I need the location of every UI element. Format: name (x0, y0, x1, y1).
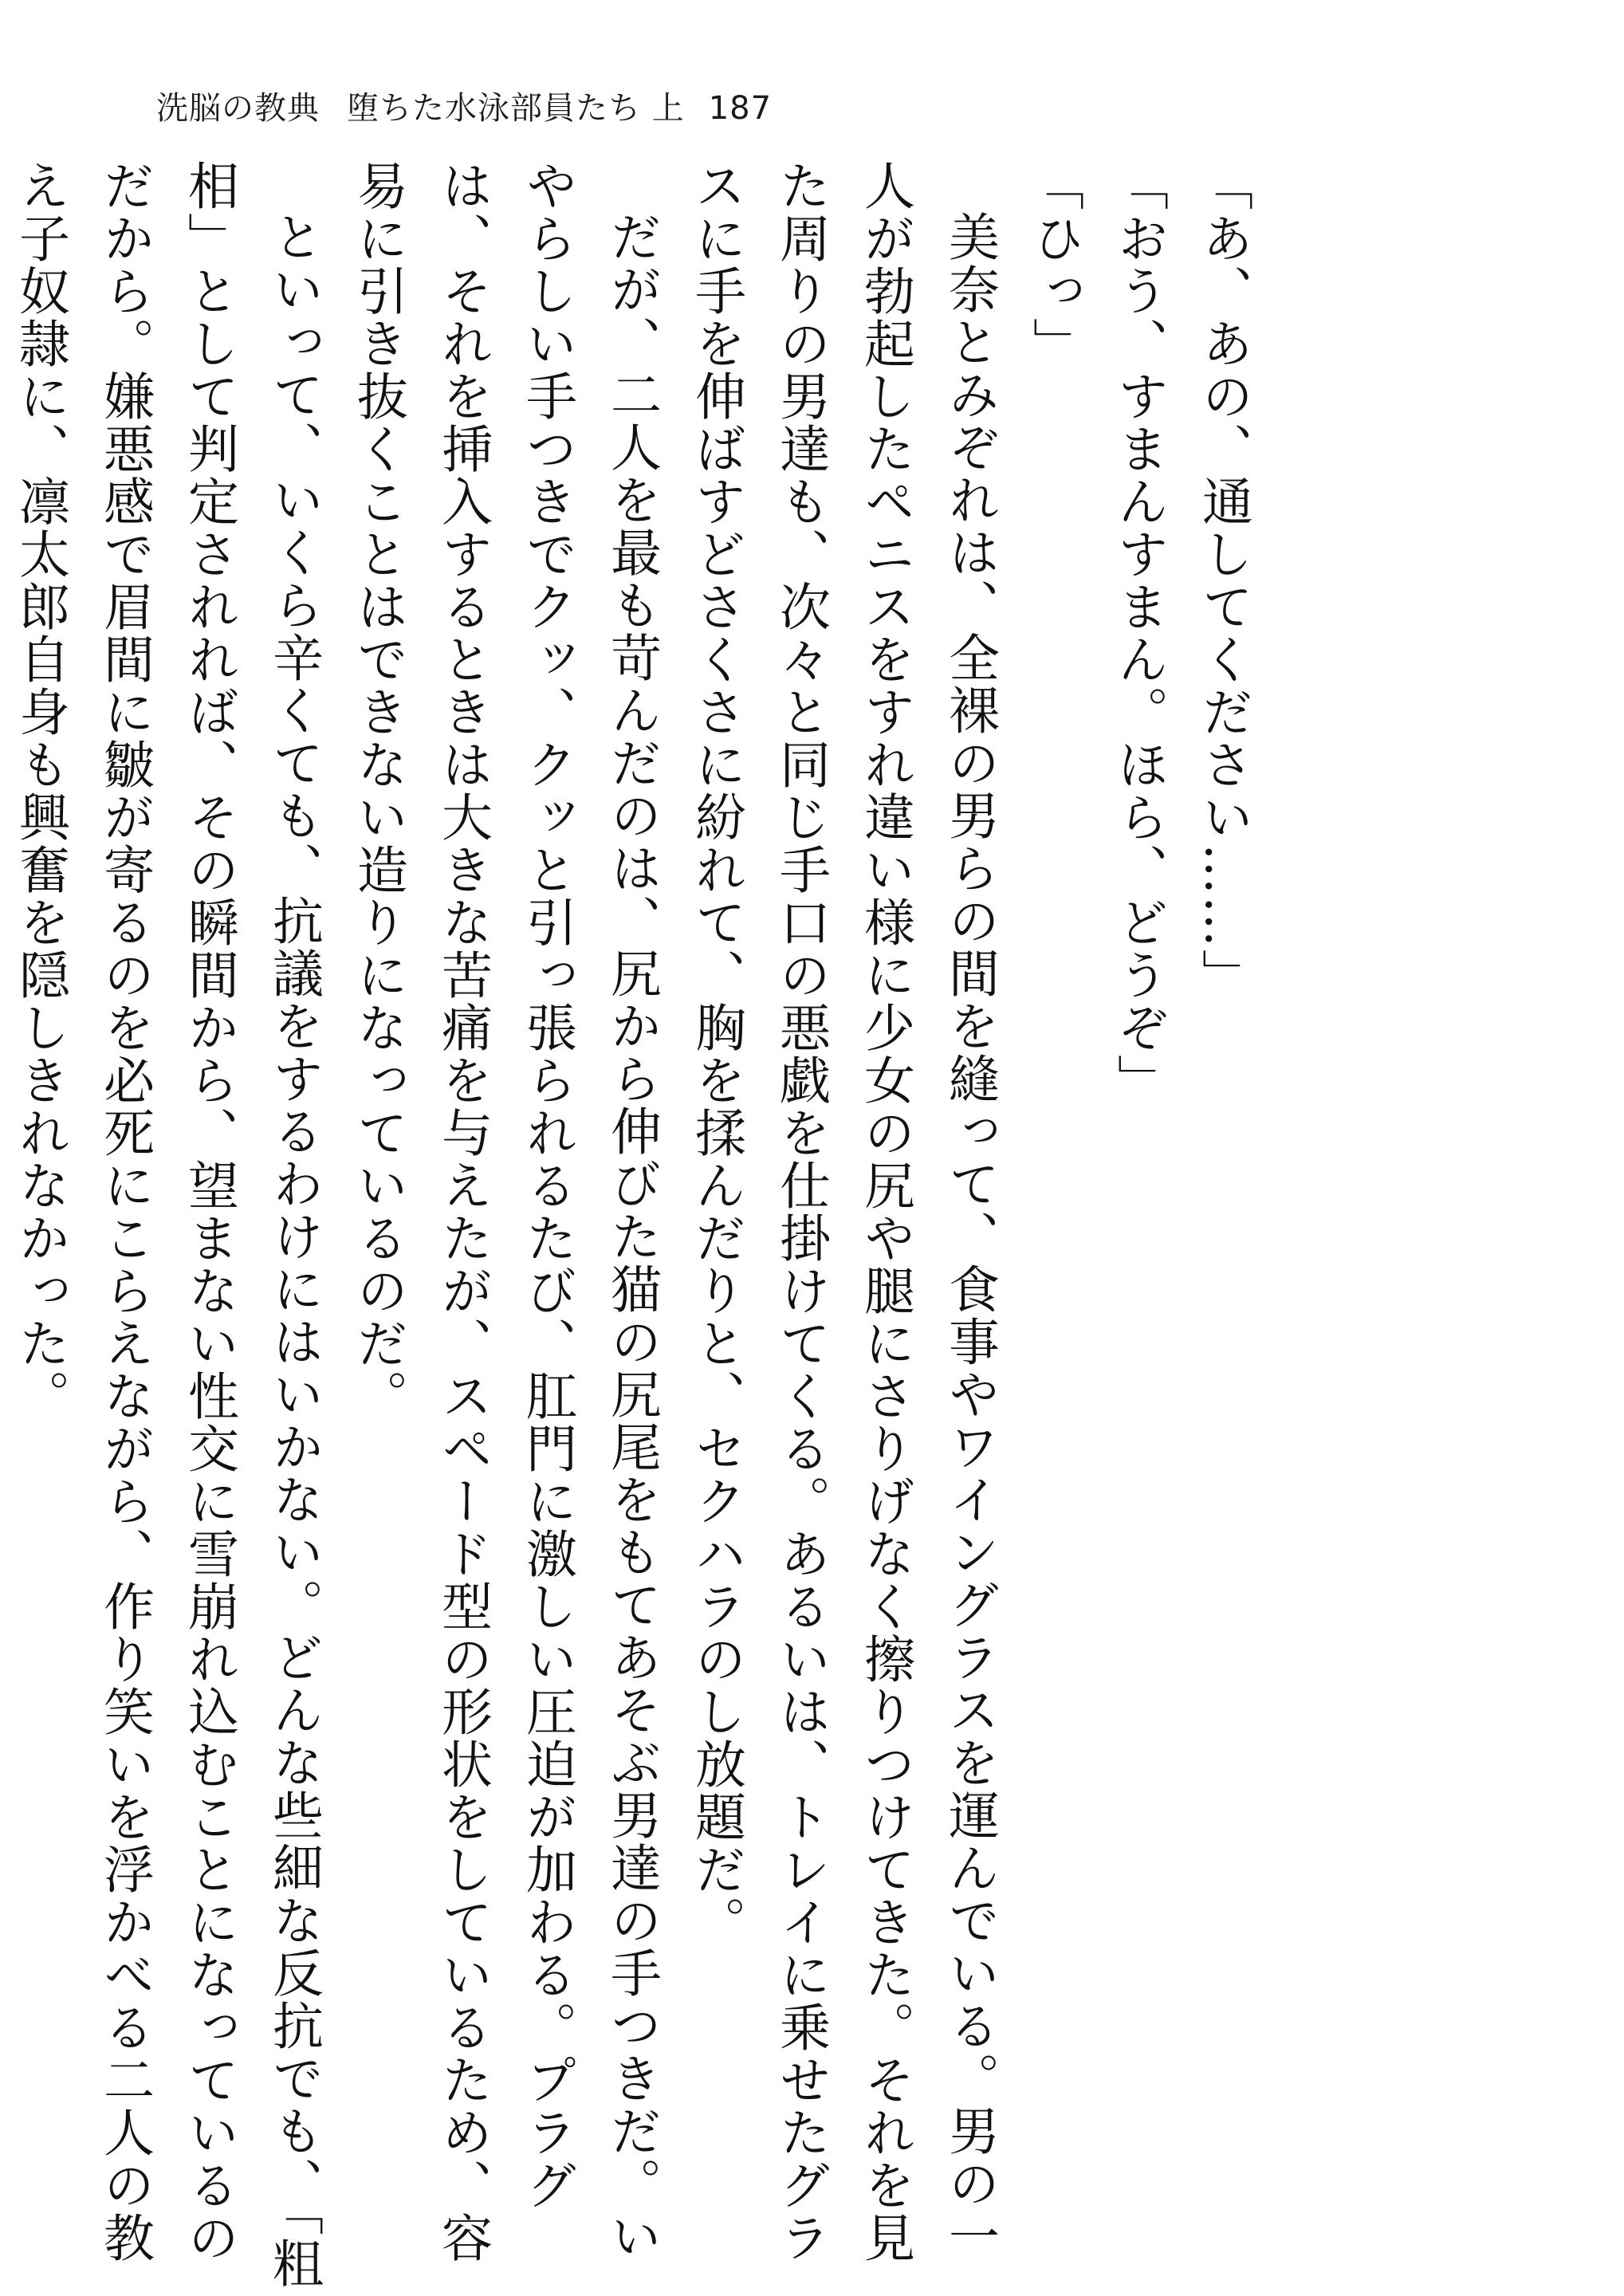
page-number: 187 (708, 90, 773, 127)
text-line-6: た周りの男達も、次々と同じ手口の悪戯を仕掛けてくる。あるいは、トレイに乗せたグラ (771, 159, 830, 2264)
book-subtitle: 堕ちた水泳部員たち 上 (347, 90, 685, 127)
text-line-2: 「おう、すまんすまん。ほら、どうぞ」 (1109, 159, 1168, 1107)
text-line-15: え子奴隷に、凛太郎自身も興奮を隠しきれなかった。 (10, 159, 69, 1422)
text-line-9: やらしい手つきでクッ、クッと引っ張られるたび、肛門に激しい圧迫が加わる。プラグ (517, 159, 576, 2211)
text-line-7: スに手を伸ばすどさくさに紛れて、胸を揉んだりと、セクハラのし放題だ。 (686, 159, 745, 1948)
text-line-1: 「あ、あの、通してください……」 (1193, 159, 1252, 1001)
vertical-body-text (0, 159, 1265, 2290)
running-header (156, 89, 772, 128)
text-line-5: 人が勃起したペニスをすれ違い様に少女の尻や腿にさりげなく擦りつけてきた。それを見 (855, 159, 914, 2264)
book-title: 洗脳の教典 (156, 90, 320, 127)
text-line-3: 「ひっ」 (1024, 159, 1083, 370)
text-line-14: だから。嫌悪感で眉間に皺が寄るのを必死にこらえながら、作り笑いを浮かべる二人の教 (95, 159, 154, 2264)
text-line-8: だが、二人を最も苛んだのは、尻から伸びた猫の尻尾をもてあそぶ男達の手つきだ。い (602, 210, 661, 2263)
text-line-11: 易に引き抜くことはできない造りになっているのだ。 (348, 159, 407, 1422)
text-line-4: 美奈とみぞれは、全裸の男らの間を縫って、食事やワイングラスを運んでいる。男の一 (940, 210, 999, 2263)
text-line-10: は、それを挿入するときは大きな苦痛を与えたが、スペード型の形状をしているため、容 (433, 159, 492, 2264)
text-line-13: 相」として判定されれば、その瞬間から、望まない性交に雪崩れ込むことになっているの (179, 159, 238, 2264)
text-line-12: といって、いくら辛くても、抗議をするわけにはいかない。どんな些細な反抗でも、「粗 (264, 210, 323, 2290)
